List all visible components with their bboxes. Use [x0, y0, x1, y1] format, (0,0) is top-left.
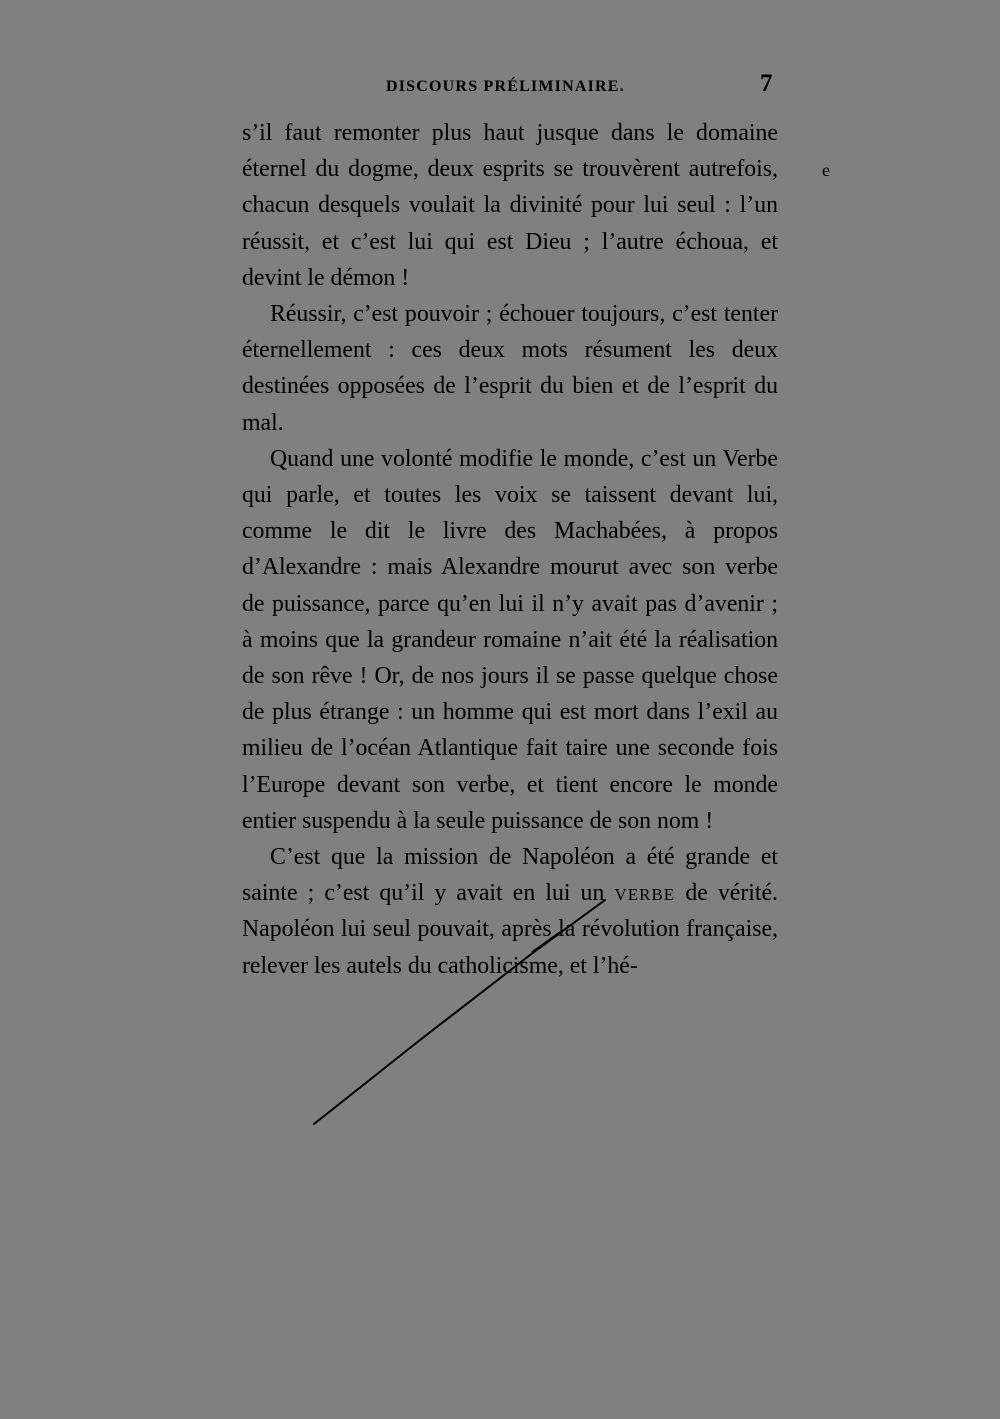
paragraph-4-start: C’est que la mission de Napoléon a été grande et sainte ; c’est qu’il y avait en lui un [242, 844, 778, 907]
paragraph-2: Réussir, c’est pouvoir ; échouer toujours, c’est tenter éternellement : ces deux mots résument les deux destinées opposées de l’esprit du bien et de l’esprit du mal. [242, 301, 778, 436]
paragraph-4 [242, 839, 778, 984]
paragraph-4-end: de vérité. Napoléon lui seul pouvait, après la révolution française, relever les autels du catholicisme, et l’hé- [242, 880, 778, 979]
verbe-small-caps: verbe [614, 880, 676, 907]
page-number: 7 [760, 70, 773, 97]
paragraph-1: s’il faut remonter plus haut jusque dans le domaine éternel du dogme, deux esprits se trouvèrent autrefois, chacun desquels voulait la divinité pour lui seul : l’un réussit, et c’est lui qui est Dieu ; l’autre échoua, et devint le démon ! [242, 120, 778, 291]
body-text [242, 115, 778, 984]
paragraph-3: Quand une volonté modifie le monde, c’est un Verbe qui parle, et toutes les voix se taissent devant lui, comme le dit le livre des Machabées, à propos d’Alexandre : mais Alexandre mourut avec son verbe de puissance, parce qu’en lui il n’y avait pas d’avenir ; à moins que la grandeur romaine n’ait été la réalisation de son rêve ! Or, de nos jours il se passe quelque chose de plus étrange : un homme qui est mort dans l’exil au milieu de l’océan Atlantique fait taire une seconde fois l’Europe devant son verbe, et tient encore le monde entier suspendu à la seule puissance de son nom ! [242, 445, 778, 834]
running-title: DISCOURS PRÉLIMINAIRE. [386, 78, 625, 95]
stray-ink-mark: e [822, 160, 830, 180]
